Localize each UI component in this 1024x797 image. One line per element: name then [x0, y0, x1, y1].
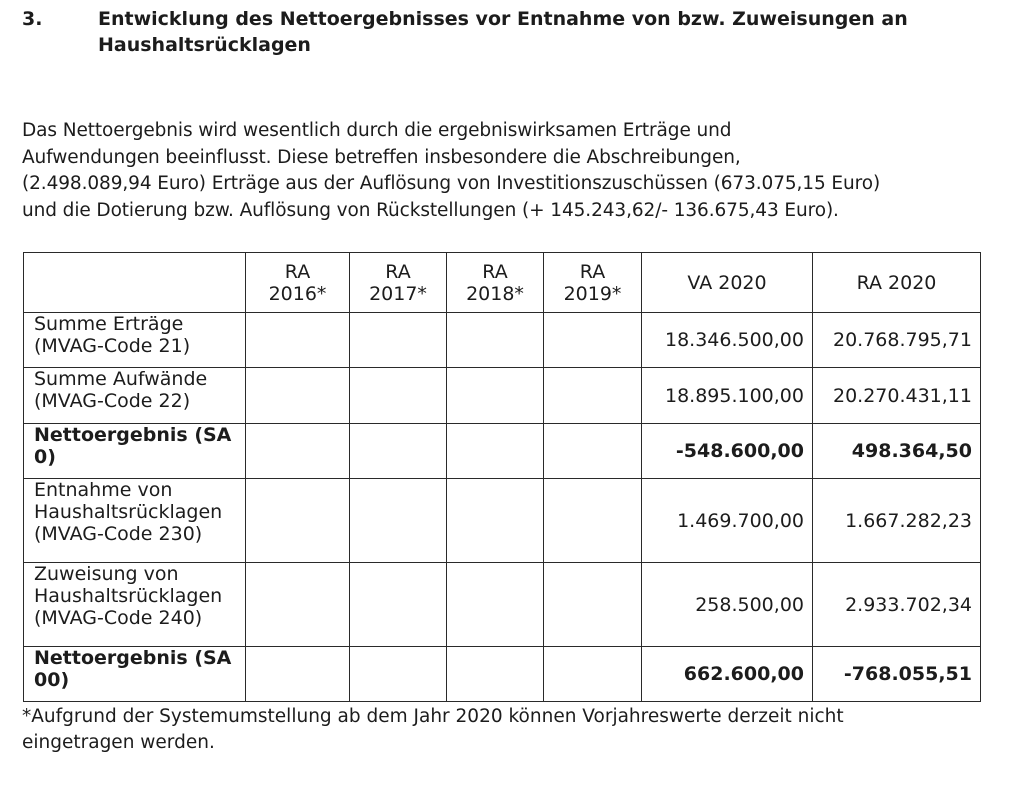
header-ra-2016: RA 2016* [246, 253, 350, 313]
cell-ra2020: 20.270.431,11 [813, 368, 981, 424]
row-label-line: (MVAG-Code 230) [34, 523, 203, 545]
cell-ra2019 [544, 424, 642, 479]
row-label-line: Nettoergebnis (SA [34, 647, 232, 669]
row-label [24, 563, 246, 647]
cell-ra2018 [447, 313, 544, 368]
table-row [24, 563, 981, 647]
table-row [24, 424, 981, 479]
cell-ra2017 [350, 563, 447, 647]
cell-ra2018 [447, 479, 544, 563]
table-row [24, 479, 981, 563]
cell-ra2018 [447, 563, 544, 647]
cell-ra2016 [246, 563, 350, 647]
cell-ra2020: 2.933.702,34 [813, 563, 981, 647]
header-ra-2019: RA 2019* [544, 253, 642, 313]
row-label [24, 647, 246, 702]
row-label [24, 424, 246, 479]
cell-va2020: 1.469.700,00 [642, 479, 813, 563]
section-title: Entwicklung des Nettoergebnisses vor Entnahme von bzw. Zuweisungen an Haushaltsrücklagen [98, 8, 908, 56]
table-row [24, 368, 981, 424]
cell-ra2018 [447, 424, 544, 479]
row-label-line: 00) [34, 669, 70, 691]
intro-paragraph [22, 118, 1002, 224]
cell-ra2016 [246, 368, 350, 424]
row-label-line: Haushaltsrücklagen [34, 585, 223, 607]
footnote [22, 704, 1002, 756]
cell-ra2020: -768.055,51 [813, 647, 981, 702]
row-label-line: Zuweisung von [34, 563, 179, 585]
cell-ra2018 [447, 368, 544, 424]
cell-va2020: 18.895.100,00 [642, 368, 813, 424]
cell-ra2020: 498.364,50 [813, 424, 981, 479]
row-label-line: Entnahme von [34, 479, 173, 501]
cell-ra2016 [246, 313, 350, 368]
cell-va2020: 662.600,00 [642, 647, 813, 702]
row-label-line: Nettoergebnis (SA [34, 424, 232, 446]
cell-ra2016 [246, 647, 350, 702]
table-row [24, 313, 981, 368]
cell-ra2017 [350, 424, 447, 479]
cell-va2020: 258.500,00 [642, 563, 813, 647]
result-table [23, 252, 981, 702]
header-ra-2020: RA 2020 [813, 253, 981, 313]
intro-line: (2.498.089,94 Euro) Erträge aus der Auflösung von Investitionszuschüssen (673.075,15 Euro) [22, 173, 881, 194]
cell-ra2017 [350, 313, 447, 368]
table-header-row [24, 253, 981, 313]
cell-ra2017 [350, 479, 447, 563]
cell-ra2019 [544, 647, 642, 702]
footnote-line: eingetragen werden. [22, 732, 215, 753]
table-row [24, 647, 981, 702]
cell-ra2019 [544, 368, 642, 424]
row-label-line: (MVAG-Code 22) [34, 390, 191, 412]
row-label-line: (MVAG-Code 21) [34, 335, 191, 357]
cell-va2020: -548.600,00 [642, 424, 813, 479]
cell-ra2019 [544, 313, 642, 368]
cell-ra2018 [447, 647, 544, 702]
footnote-line: *Aufgrund der Systemumstellung ab dem Jahr 2020 können Vorjahreswerte derzeit nicht [22, 706, 844, 727]
intro-line: Aufwendungen beeinflusst. Diese betreffen insbesondere die Abschreibungen, [22, 146, 741, 168]
cell-va2020: 18.346.500,00 [642, 313, 813, 368]
row-label [24, 368, 246, 424]
cell-ra2020: 1.667.282,23 [813, 479, 981, 563]
row-label-line: Summe Aufwände [34, 368, 208, 390]
header-ra-2018: RA 2018* [447, 253, 544, 313]
section-number: 3. [22, 8, 43, 30]
cell-ra2016 [246, 424, 350, 479]
row-label [24, 313, 246, 368]
cell-ra2019 [544, 563, 642, 647]
header-va-2020: VA 2020 [642, 253, 813, 313]
row-label-line: Summe Erträge [34, 313, 184, 335]
row-label [24, 479, 246, 563]
cell-ra2016 [246, 479, 350, 563]
cell-ra2020: 20.768.795,71 [813, 313, 981, 368]
cell-ra2019 [544, 479, 642, 563]
intro-line: Das Nettoergebnis wird wesentlich durch die ergebniswirksamen Erträge und [22, 120, 732, 141]
row-label-line: (MVAG-Code 240) [34, 607, 203, 629]
cell-ra2017 [350, 368, 447, 424]
cell-ra2017 [350, 647, 447, 702]
row-label-line: 0) [34, 446, 56, 468]
header-ra-2017: RA 2017* [350, 253, 447, 313]
intro-line: und die Dotierung bzw. Auflösung von Rückstellungen (+ 145.243,62/- 136.675,43 Euro). [22, 199, 839, 221]
header-blank-cell [24, 253, 246, 313]
row-label-line: Haushaltsrücklagen [34, 501, 223, 523]
